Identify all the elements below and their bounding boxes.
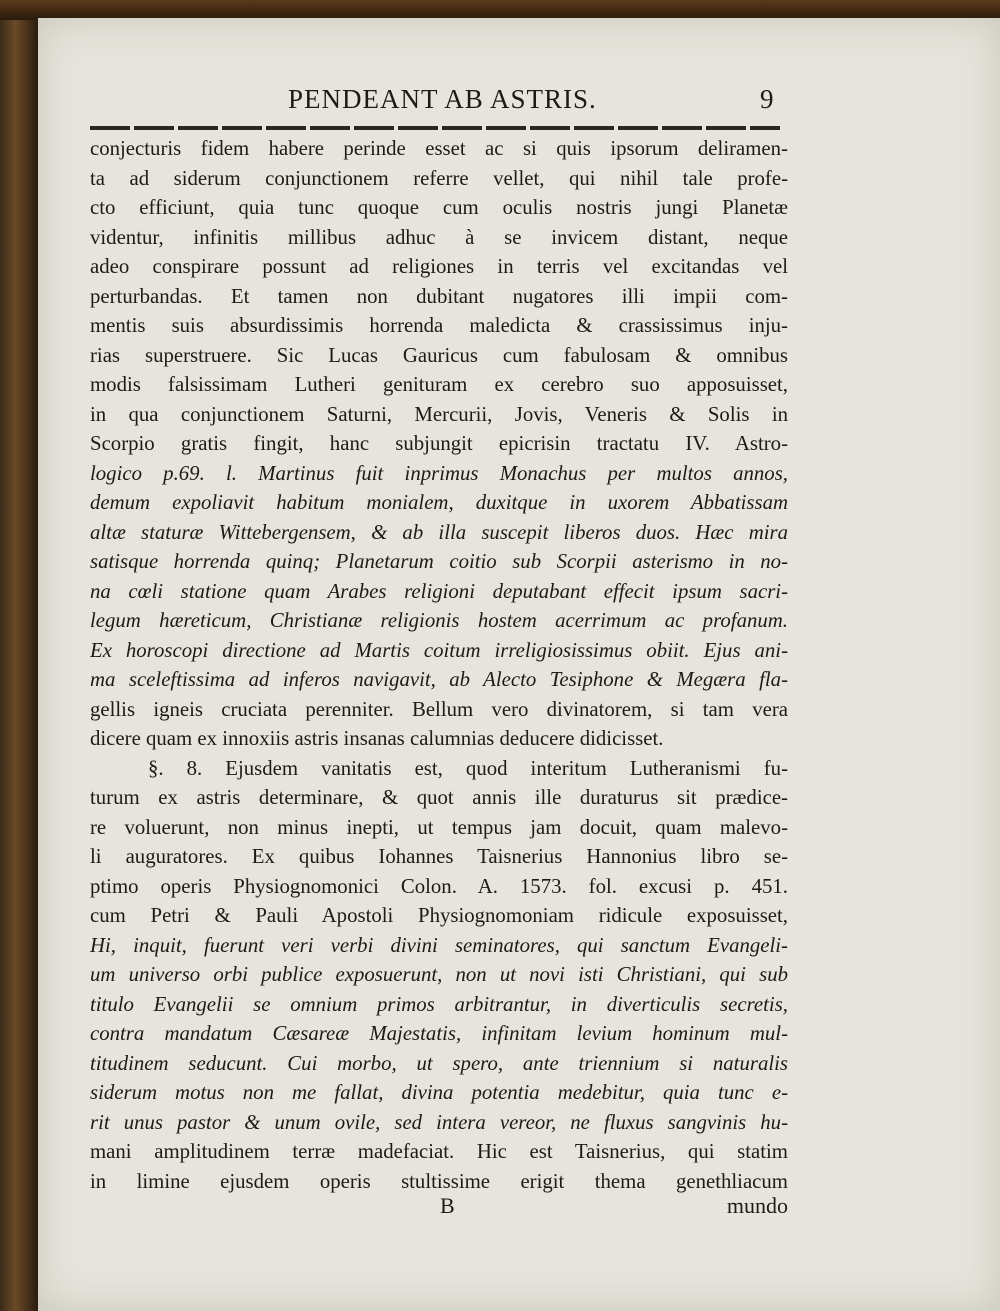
text-line: um universo orbi publice exposuerunt, non ut novi isti Christiani, qui sub [90,963,788,986]
text-line: logico p.69. l. Martinus fuit inprimus Monachus per multos annos, [90,461,788,485]
text-line: na cœli statione quam Arabes religioni deputabant effecit ipsum sacri- [90,579,788,603]
text-line: titulo Evangelii se omnium primos arbitrantur, in diverticulis secretis, [90,992,788,1016]
text-line: perturbandas. Et tamen non dubitant nugatores illi impii com- [90,284,788,308]
text-line: rit unus pastor & unum ovile, sed intera vereor, ne fluxus sangvinis hu- [90,1110,788,1134]
text-line: siderum motus non me fallat, divina potentia medebitur, quia tunc e- [90,1081,788,1104]
page-number: 9 [760,84,774,114]
text-line: turum ex astris determinare, & quot annis ille duraturus sit prædice- [90,786,788,809]
text-line: Ex horoscopi directione ad Martis coitum irreligiosissimus obiit. Ejus ani- [90,638,788,662]
text-line: li auguratores. Ex quibus Iohannes Taisnerius Hannonius libro se- [90,845,788,868]
text-line: dicere quam ex innoxiis astris insanas calumnias deducere didicisset. [90,727,664,750]
text-line: modis falsissimam Lutheri genituram ex cerebro suo apposuisset, [90,373,788,396]
signature-mark: B [440,1193,455,1218]
running-head: PENDEANT AB ASTRIS. [288,84,597,114]
text-line: gellis igneis cruciata perenniter. Bellum vero divinatorem, si tam vera [90,697,788,721]
catchword: mundo [726,1193,788,1218]
text-line: mani amplitudinem terræ madefaciat. Hic est Taisnerius, qui statim [90,1140,788,1163]
text-line: conjecturis fidem habere perinde esset ac si quis ipsorum deliramen- [90,137,788,160]
text-line: re voluerunt, non minus inepti, ut tempus jam docuit, quam malevo- [90,815,788,839]
page-header [280,84,780,124]
text-line: altæ staturæ Wittebergensem, & ab illa suscepit liberos duos. Hæc mira [90,520,788,544]
text-line: rias superstruere. Sic Lucas Gauricus cum fabulosam & omnibus [90,343,788,367]
text-line: Hi, inquit, fuerunt veri verbi divini seminatores, qui sanctum Evangeli- [90,933,788,957]
text-line: in limine ejusdem operis stultissime erigit thema genethliacum [90,1169,788,1193]
text-line: Scorpio gratis fingit, hanc subjungit epicrisin tractatu IV. Astro- [90,432,788,455]
text-line: ta ad siderum conjunctionem referre vellet, qui nihil tale profe- [90,166,788,190]
header-rule [90,126,780,130]
text-line: mentis suis absurdissimis horrenda maledicta & crassissimus inju- [90,314,788,337]
text-line: titudinem seducunt. Cui morbo, ut spero, ante triennium si naturalis [90,1051,788,1075]
text-line: ptimo operis Physiognomonici Colon. A. 1573. fol. excusi p. 451. [90,874,788,898]
text-line: in qua conjunctionem Saturni, Mercurii, Jovis, Veneris & Solis in [90,402,788,426]
text-line: demum expoliavit habitum monialem, duxitque in uxorem Abbatissam [90,491,788,514]
text-line: cto efficiunt, quia tunc quoque cum oculis nostris jungi Planetæ [90,196,788,219]
body-text [90,134,788,1196]
text-line: ma sceleftissima ad inferos navigavit, ab Alecto Tesiphone & Megæra fla- [90,668,788,691]
book-binding-edge [0,0,38,1311]
book-top-edge [0,0,1000,20]
text-line: adeo conspirare possunt ad religiones in terris vel excitandas vel [90,255,788,278]
page-footer [90,1193,788,1223]
text-line: videntur, infinitis millibus adhuc à se invicem distant, neque [90,225,788,249]
text-line: contra mandatum Cæsareæ Majestatis, infinitam levium hominum mul- [90,1022,788,1045]
text-line: legum hæreticum, Christianæ religionis hostem acerrimum ac profanum. [90,609,788,632]
text-line: §. 8. Ejusdem vanitatis est, quod interitum Lutheranismi fu- [148,756,788,780]
text-line: cum Petri & Pauli Apostoli Physiognomoniam ridicule exposuisset, [90,904,788,927]
text-line: satisque horrenda quinq; Planetarum coitio sub Scorpii asterismo in no- [90,550,788,573]
